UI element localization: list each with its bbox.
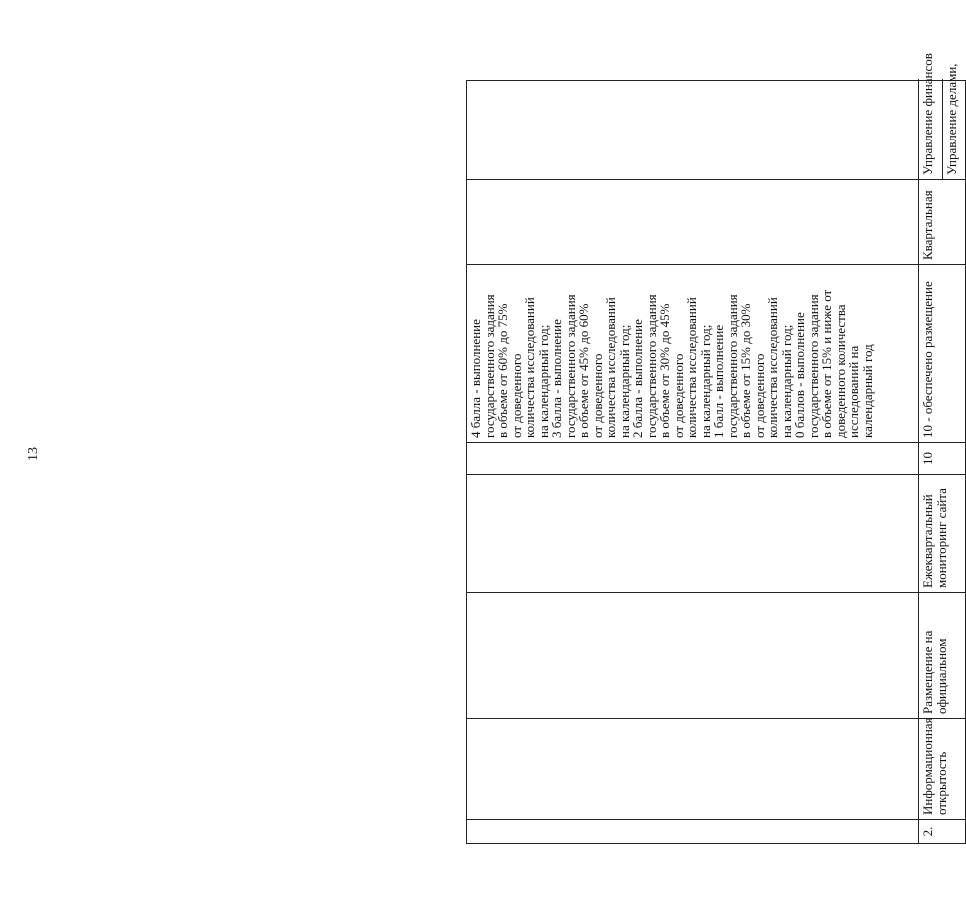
cell-responsible-empty [467,79,918,179]
page-number: 13 [26,447,41,461]
max-score: 10 [919,442,965,474]
cell-indicator-empty [467,592,918,718]
scoring-criteria: 10 - обеспечено размещение [919,264,965,442]
responsible-cell [919,53,965,179]
cell-frequency-empty [467,179,918,264]
criterion-name: Информационная открытость [919,718,965,819]
indicator-text: Размещение на официальном [919,592,965,718]
cell-scoring-criteria: 4 балла - выполнение государственного задания в объеме от 60% до 75% от доведенного количества исследований на календарный год; 3 балла - выполнение государственного задания в объеме от 45% до 60% от доведенного количества исследований на календарный год; 2 балла - выполнение государственного задания в объеме от 30% до 45% от доведенного количества исследований на календарный год; 1 балл - выполнение государственного задания в объеме от 15% до 30% от доведенного количества исследований на календарный год; 0 баллов - выполнение государственного задания в объеме от 15% и ниже от доведенного количества исследований на календарный год [467,264,918,442]
cell-method-empty [467,474,918,592]
frequency: Квартальная [919,179,965,264]
row-number: 2. [919,819,965,843]
cell-number-empty [467,819,918,843]
cell-max-score-empty [467,442,918,474]
cell-criterion-empty [467,718,918,819]
table-row-continued [467,79,919,843]
responsible-department-primary: Управление финансов [919,79,943,179]
evaluation-method: Ежеквартальный мониторинг сайта [919,474,965,592]
criteria-table [466,53,966,844]
table-row-2 [919,53,965,843]
responsible-department-secondary: Управление делами, [944,63,959,175]
